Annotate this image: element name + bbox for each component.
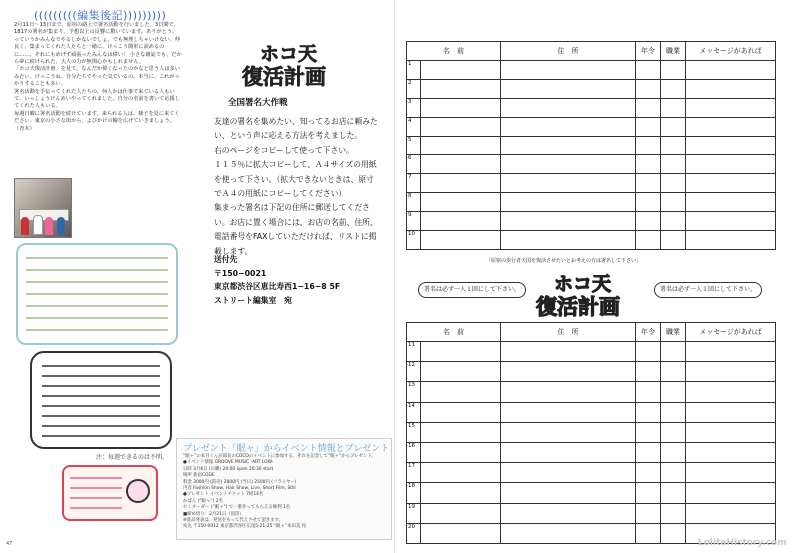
- occupation-cell[interactable]: [661, 442, 686, 462]
- address-cell[interactable]: [501, 136, 636, 155]
- address-cell[interactable]: [501, 79, 636, 98]
- row-number: 12: [407, 362, 421, 382]
- name-cell[interactable]: [421, 442, 501, 462]
- name-cell[interactable]: [421, 463, 501, 483]
- logo-line1: ホコ天: [554, 273, 612, 295]
- age-cell[interactable]: [636, 174, 661, 193]
- message-cell[interactable]: [686, 174, 776, 193]
- handwritten-card: [16, 243, 178, 345]
- signature-row: [407, 442, 776, 462]
- occupation-cell[interactable]: [661, 231, 686, 250]
- signature-row: [407, 402, 776, 422]
- signature-row: [407, 174, 776, 193]
- occupation-cell[interactable]: [661, 117, 686, 136]
- message-cell[interactable]: [686, 117, 776, 136]
- occupation-cell[interactable]: [661, 463, 686, 483]
- address-cell[interactable]: [501, 463, 636, 483]
- logo-line1: ホコ天: [260, 43, 318, 65]
- occupation-cell[interactable]: [661, 155, 686, 174]
- handwriting-line: [42, 405, 160, 407]
- address-cell[interactable]: [501, 402, 636, 422]
- handwriting-line: [42, 365, 160, 367]
- address-cell[interactable]: [501, 523, 636, 543]
- photo-person: [33, 215, 43, 235]
- handwriting-line: [42, 385, 160, 387]
- handwritten-card: [30, 351, 172, 449]
- signature-row: [407, 231, 776, 250]
- row-number: 7: [407, 174, 421, 193]
- header-message: メッセージがあれば: [686, 323, 776, 342]
- handwriting-line: [26, 305, 168, 307]
- age-cell[interactable]: [636, 193, 661, 212]
- occupation-cell[interactable]: [661, 212, 686, 231]
- signature-row: [407, 136, 776, 155]
- handwriting-line: [70, 477, 122, 479]
- age-cell[interactable]: [636, 442, 661, 462]
- name-cell[interactable]: [421, 362, 501, 382]
- header-name: 名 前: [407, 42, 501, 61]
- age-cell[interactable]: [636, 212, 661, 231]
- message-cell[interactable]: [686, 503, 776, 523]
- center-fold: [394, 0, 395, 553]
- present-body: “眠ャ”の本目くんが部長のCOCOのイベントに参加する。それを記念して“眠ャ”からプレゼント。 ●イベント情報 GROOVE MUSIC -ART LOW- 日時 3月6日 (日曜) 20:00 open 20:30 start 場所 新宿CODE 料金 3000円 (前売) 2800円 (当日) 2500円 (フライヤー) 内容 Fashion Show, Hair Show, Live, Short Film, Still ●プレゼント イベントチケット 7組14名 かばん (“眠ャ”) 2名 セミオーダー (“眠ャ”) で一番作ってもらえる権利 1名 ■締め切り：2月21日（消印） ※賞品発表は、発送をもって代えさせて頂きます。 宛先 〒150-0012 東京都渋谷区広尾5-21-25 “眠ャ”本田美 宛: [183, 454, 376, 530]
- handwriting-line: [26, 293, 168, 295]
- occupation-cell[interactable]: [661, 422, 686, 442]
- signature-row: [407, 79, 776, 98]
- handwriting-line: [42, 395, 160, 397]
- message-cell[interactable]: [686, 98, 776, 117]
- logo-line2: 復活計画: [242, 65, 326, 88]
- row-number: 19: [407, 503, 421, 523]
- age-cell[interactable]: [636, 136, 661, 155]
- occupation-cell[interactable]: [661, 503, 686, 523]
- campaign-title: 全国署名大作戦: [228, 98, 288, 108]
- message-cell[interactable]: [686, 362, 776, 382]
- occupation-cell[interactable]: [661, 342, 686, 362]
- age-cell[interactable]: [636, 155, 661, 174]
- occupation-cell[interactable]: [661, 402, 686, 422]
- message-cell[interactable]: [686, 442, 776, 462]
- handwriting-line: [42, 435, 160, 437]
- editor-notes-body: 2月11日〜13日まで、原宿の路上で署名活動を行いました。3日間で、1817の署名が集まり、予想以上の反響に驚いています。ありがとう。っていうかみんなでやるしかないでしょ。でも無理しちゃいけない。仲良く、集まってくれた人たちと一緒に、けっこう簡単に読めるのに……。それにもめげず頑張ったみんなは偉い！ 小さな雑誌でも、だから夢に続けられた、大人の力が無関心かもしれません。 「ホコ天復活計画」を見て、なんだか偉くなったのかなと思う人は多いみたい。けっこうね、自分たちでやった気でいるの。本当に、これがっかりすることも多い。 署名活動を手伝ってくれた人たちの、何人かは仕事で来ている人もいて、いっしょうけんめいやってくれました。自分の名前を書いて応援してくれた人もいる。 毎週日曜に署名活動を続けています。来られる人は、様子を見に来てください。東京の小さな街から、よびかけの輪を広げていきましょう。（青木）: [14, 22, 182, 132]
- handwriting-line: [70, 497, 122, 499]
- cards-note: 注：毎週できるのは不明。: [96, 454, 169, 461]
- handwriting-line: [70, 507, 122, 509]
- age-cell[interactable]: [636, 231, 661, 250]
- signature-row: [407, 362, 776, 382]
- address-cell[interactable]: [501, 503, 636, 523]
- signature-table-top: [406, 41, 776, 250]
- name-cell[interactable]: [421, 117, 501, 136]
- message-cell[interactable]: [686, 382, 776, 402]
- age-cell[interactable]: [636, 98, 661, 117]
- smiley-face-icon: [126, 479, 150, 503]
- occupation-cell[interactable]: [661, 483, 686, 503]
- address-cell[interactable]: [501, 422, 636, 442]
- message-cell[interactable]: [686, 79, 776, 98]
- header-age: 年令: [636, 42, 661, 61]
- signature-table-bottom: [406, 322, 776, 544]
- photo-person: [21, 217, 29, 235]
- signature-row: [407, 342, 776, 362]
- handwriting-line: [42, 425, 160, 427]
- row-number: 5: [407, 136, 421, 155]
- age-cell[interactable]: [636, 79, 661, 98]
- name-cell[interactable]: [421, 503, 501, 523]
- occupation-cell[interactable]: [661, 79, 686, 98]
- table-header-row: [407, 42, 776, 61]
- age-cell[interactable]: [636, 463, 661, 483]
- editor-notes-title: (((((((((編集後記))))))))): [34, 9, 167, 22]
- message-cell[interactable]: [686, 193, 776, 212]
- name-cell[interactable]: [421, 523, 501, 543]
- signature-row: [407, 117, 776, 136]
- address-cell[interactable]: [501, 362, 636, 382]
- one-signature-note: 署名は必ず一人１回にして下さい。: [654, 282, 762, 298]
- address-cell[interactable]: [501, 382, 636, 402]
- row-number: 3: [407, 98, 421, 117]
- handwriting-line: [26, 281, 168, 283]
- name-cell[interactable]: [421, 193, 501, 212]
- table-header-row: [407, 323, 776, 342]
- row-number: 15: [407, 422, 421, 442]
- address-cell[interactable]: [501, 212, 636, 231]
- handwriting-line: [26, 329, 168, 331]
- row-number: 13: [407, 382, 421, 402]
- message-cell[interactable]: [686, 402, 776, 422]
- name-cell[interactable]: [421, 155, 501, 174]
- signature-row: [407, 98, 776, 117]
- handwritten-card: [62, 465, 158, 521]
- signature-row: [407, 483, 776, 503]
- present-title: プレゼント「眠ャ」からイベント情報とプレゼント: [183, 444, 390, 454]
- name-cell[interactable]: [421, 79, 501, 98]
- age-cell[interactable]: [636, 402, 661, 422]
- address-cell[interactable]: [501, 117, 636, 136]
- row-number: 9: [407, 212, 421, 231]
- petition-statement: 「原宿の歩行者天国を復活させたいとお考えの方は署名して下さい」: [486, 258, 642, 264]
- message-cell[interactable]: [686, 212, 776, 231]
- name-cell[interactable]: [421, 98, 501, 117]
- row-number: 20: [407, 523, 421, 543]
- name-cell[interactable]: [421, 61, 501, 80]
- photo-person: [45, 217, 53, 235]
- address-cell[interactable]: [501, 483, 636, 503]
- occupation-cell[interactable]: [661, 382, 686, 402]
- row-number: 4: [407, 117, 421, 136]
- message-cell[interactable]: [686, 422, 776, 442]
- occupation-cell[interactable]: [661, 136, 686, 155]
- signature-row: [407, 422, 776, 442]
- age-cell[interactable]: [636, 117, 661, 136]
- signature-row: [407, 382, 776, 402]
- message-cell[interactable]: [686, 136, 776, 155]
- occupation-cell[interactable]: [661, 362, 686, 382]
- name-cell[interactable]: [421, 382, 501, 402]
- age-cell[interactable]: [636, 61, 661, 80]
- name-cell[interactable]: [421, 422, 501, 442]
- message-cell[interactable]: [686, 231, 776, 250]
- message-cell[interactable]: [686, 483, 776, 503]
- message-cell[interactable]: [686, 155, 776, 174]
- site-watermark: LolitaHistory.com: [698, 538, 787, 548]
- signature-row: [407, 463, 776, 483]
- signature-row: [407, 193, 776, 212]
- age-cell[interactable]: [636, 422, 661, 442]
- handwriting-line: [70, 487, 122, 489]
- handwriting-line: [42, 415, 160, 417]
- signature-row: [407, 212, 776, 231]
- row-number: 10: [407, 231, 421, 250]
- photo-person: [57, 217, 65, 235]
- page-number: 47: [6, 541, 13, 547]
- row-number: 16: [407, 442, 421, 462]
- handwriting-line: [26, 257, 168, 259]
- name-cell[interactable]: [421, 342, 501, 362]
- row-number: 2: [407, 79, 421, 98]
- occupation-cell[interactable]: [661, 98, 686, 117]
- address-cell[interactable]: [501, 155, 636, 174]
- name-cell[interactable]: [421, 402, 501, 422]
- occupation-cell[interactable]: [661, 193, 686, 212]
- campaign-body: 友達の署名を集めたい、知ってるお店に頼みたい、という声に応える方法を考えました。 右のページをコピーして使って下さい。 １１５％に拡大コピーして、Ａ４サイズの用紙を使って下さい。（拡大できないときは、原寸でＡ４の用紙にコピーしてください） 集まった署名は下記の住所に郵送してください。お店に置く場合には、お店の名前、住所、電話番号をFAXしていただければ、リストに掲載します。: [214, 117, 378, 256]
- name-cell[interactable]: [421, 174, 501, 193]
- row-number: 14: [407, 402, 421, 422]
- signature-row: [407, 155, 776, 174]
- row-number: 17: [407, 463, 421, 483]
- header-occupation: 職業: [661, 42, 686, 61]
- message-cell[interactable]: [686, 463, 776, 483]
- age-cell[interactable]: [636, 382, 661, 402]
- row-number: 11: [407, 342, 421, 362]
- header-age: 年令: [636, 323, 661, 342]
- age-cell[interactable]: [636, 483, 661, 503]
- header-message: メッセージがあれば: [686, 42, 776, 61]
- street-photo: [14, 178, 72, 238]
- age-cell[interactable]: [636, 362, 661, 382]
- row-number: 8: [407, 193, 421, 212]
- one-signature-note: 署名は必ず一人１回にして下さい。: [418, 282, 526, 298]
- mailing-address: 送付先 〒150−0021 東京都渋谷区恵比寿西1−16−8 5F ストリート編集室 宛: [214, 255, 341, 305]
- header-occupation: 職業: [661, 323, 686, 342]
- header-address: 住 所: [501, 323, 636, 342]
- row-number: 1: [407, 61, 421, 80]
- address-cell[interactable]: [501, 61, 636, 80]
- address-cell[interactable]: [501, 193, 636, 212]
- row-number: 6: [407, 155, 421, 174]
- handwriting-line: [26, 317, 168, 319]
- address-cell[interactable]: [501, 342, 636, 362]
- message-cell[interactable]: [686, 342, 776, 362]
- occupation-cell[interactable]: [661, 523, 686, 543]
- address-cell[interactable]: [501, 442, 636, 462]
- address-cell[interactable]: [501, 174, 636, 193]
- occupation-cell[interactable]: [661, 61, 686, 80]
- age-cell[interactable]: [636, 503, 661, 523]
- name-cell[interactable]: [421, 231, 501, 250]
- logo-line2: 復活計画: [536, 295, 620, 318]
- handwriting-line: [26, 269, 168, 271]
- message-cell[interactable]: [686, 61, 776, 80]
- address-cell[interactable]: [501, 98, 636, 117]
- name-cell[interactable]: [421, 136, 501, 155]
- age-cell[interactable]: [636, 523, 661, 543]
- name-cell[interactable]: [421, 483, 501, 503]
- handwriting-line: [42, 375, 160, 377]
- age-cell[interactable]: [636, 342, 661, 362]
- header-name: 名 前: [407, 323, 501, 342]
- occupation-cell[interactable]: [661, 174, 686, 193]
- name-cell[interactable]: [421, 212, 501, 231]
- header-address: 住 所: [501, 42, 636, 61]
- signature-row: [407, 503, 776, 523]
- present-box: [176, 438, 392, 540]
- signature-row: [407, 61, 776, 80]
- address-cell[interactable]: [501, 231, 636, 250]
- hokoten-logo: [532, 268, 650, 318]
- hokoten-logo: [238, 38, 356, 88]
- row-number: 18: [407, 483, 421, 503]
